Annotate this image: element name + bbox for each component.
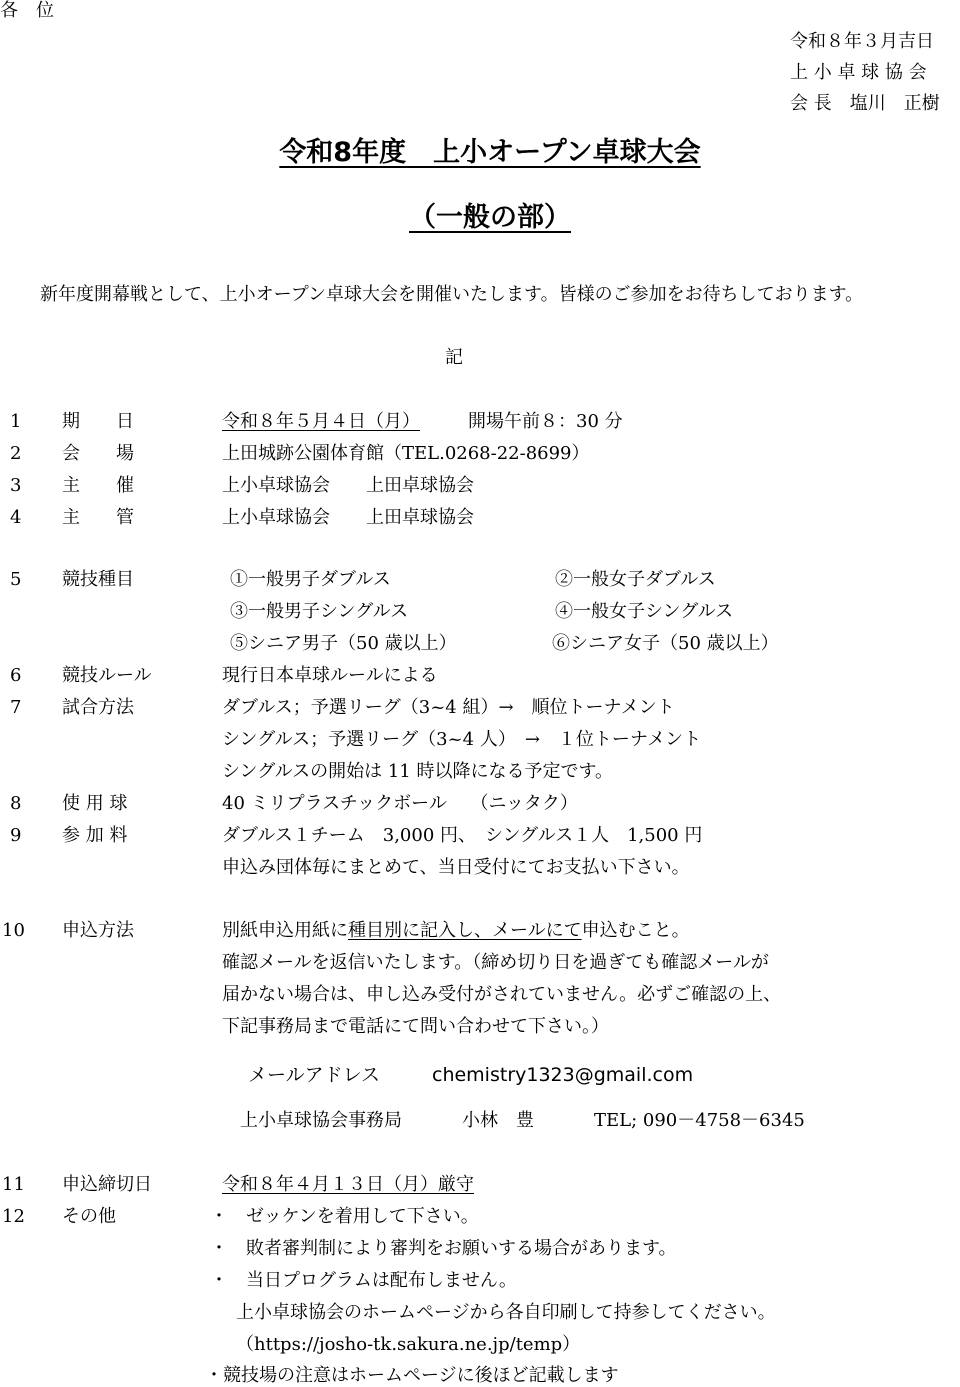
item-number: 11 — [2, 1174, 25, 1195]
item-label: 主 催 — [62, 475, 134, 496]
application-method: 確認メールを返信いたします。（締め切り日を過ぎても確認メールが — [222, 952, 769, 973]
issue-date: 令和８年３月吉日 — [790, 31, 934, 52]
issuer-org: 上 小 卓 球 協 会 — [790, 62, 927, 83]
item-number: 5 — [10, 569, 22, 590]
item-label: 主 管 — [62, 507, 134, 528]
item-label: 参 加 料 — [62, 825, 128, 846]
homepage-url[interactable]: （https://josho-tk.sakura.ne.jp/temp） — [236, 1334, 581, 1355]
item-label: 申込方法 — [62, 920, 134, 941]
issuer-president: 会 長 塩川 正樹 — [790, 93, 940, 114]
item-number: 9 — [10, 825, 22, 846]
item-number: 8 — [10, 793, 22, 814]
item-label: 会 場 — [62, 443, 134, 464]
ki-heading: 記 — [445, 347, 463, 368]
page-subtitle: （一般の部） — [409, 202, 571, 233]
note-bullet: ・ 当日プログラムは配布しません。 — [210, 1270, 517, 1291]
event-category: ③一般男子シングルス — [230, 601, 409, 622]
email-label: メールアドレス — [248, 1064, 381, 1086]
text-underlined: 種目別に記入し、メールにて — [348, 920, 582, 941]
match-format: シングルス；予選リーグ（3~4 人） → １位トーナメント — [222, 729, 702, 750]
note-bullet: ・ ゼッケンを着用して下さい。 — [210, 1206, 479, 1227]
item-number: 1 — [10, 411, 22, 432]
event-category: ⑥シニア女子（50 歳以上） — [552, 633, 779, 654]
item-label: その他 — [62, 1206, 116, 1227]
item-number: 2 — [10, 443, 22, 464]
entry-fee: ダブルス１チーム 3,000 円、 シングルス１人 1,500 円 — [222, 825, 703, 846]
event-category: ④一般女子シングルス — [555, 601, 734, 622]
match-format: シングルスの開始は 11 時以降になる予定です。 — [222, 761, 614, 782]
item-label: 競技ルール — [62, 665, 152, 686]
item-label: 競技種目 — [62, 569, 134, 590]
item-label: 使 用 球 — [62, 793, 128, 814]
item-number: 4 — [10, 507, 22, 528]
email-address[interactable]: chemistry1323@gmail.com — [432, 1064, 694, 1086]
event-category: ⑤シニア男子（50 歳以上） — [230, 633, 457, 654]
item-label: 申込締切日 — [62, 1174, 152, 1195]
event-date: 令和８年５月４日（月） — [222, 411, 420, 432]
text: 申込むこと。 — [581, 920, 690, 941]
application-method: 届かない場合は、申し込み受付がされていません。必ずご確認の上、 — [222, 984, 782, 1005]
note-text: 上小卓球協会のホームページから各自印刷して持参してください。 — [236, 1302, 776, 1323]
contact-tel: TEL; 090－4758－6345 — [594, 1110, 805, 1131]
item-label: 試合方法 — [62, 697, 134, 718]
note-bullet: ・競技場の注意はホームページに後ほど記載します — [205, 1365, 619, 1386]
rules: 現行日本卓球ルールによる — [222, 665, 438, 686]
opening-time: 開場午前８：30 分 — [468, 411, 623, 432]
note-bullet: ・ 敗者審判制により審判をお願いする場合があります。 — [210, 1238, 677, 1259]
event-category: ①一般男子ダブルス — [230, 569, 391, 590]
organizer: 上小卓球協会 上田卓球協会 — [222, 475, 474, 496]
item-label: 期 日 — [62, 411, 134, 432]
application-method: 下記事務局まで電話にて問い合わせて下さい。） — [222, 1016, 609, 1037]
text: 別紙申込用紙に — [222, 920, 348, 941]
item-number: 7 — [10, 697, 22, 718]
event-category: ②一般女子ダブルス — [555, 569, 716, 590]
match-format: ダブルス；予選リーグ（3~4 組）→ 順位トーナメント — [222, 697, 675, 718]
deadline: 令和８年４月１３日（月）厳守 — [222, 1174, 474, 1195]
application-method — [222, 920, 690, 942]
contact-person: 小林 豊 — [462, 1110, 534, 1131]
venue: 上田城跡公園体育館（TEL.0268-22-8699） — [222, 443, 590, 464]
addressee: 各 位 — [0, 0, 54, 21]
entry-fee: 申込み団体毎にまとめて、当日受付にてお支払い下さい。 — [222, 857, 690, 878]
office-name: 上小卓球協会事務局 — [240, 1110, 402, 1131]
ball: 40 ミリプラスチックボール （ニッタク） — [222, 793, 578, 814]
item-number: 12 — [2, 1206, 25, 1227]
manager: 上小卓球協会 上田卓球協会 — [222, 507, 474, 528]
item-number: 3 — [10, 475, 22, 496]
item-number: 10 — [2, 920, 25, 941]
intro-text: 新年度開幕戦として、上小オープン卓球大会を開催いたします。皆様のご参加をお待ちしております。 — [40, 284, 864, 305]
page-title: 令和8年度 上小オープン卓球大会 — [279, 137, 701, 168]
item-number: 6 — [10, 665, 22, 686]
